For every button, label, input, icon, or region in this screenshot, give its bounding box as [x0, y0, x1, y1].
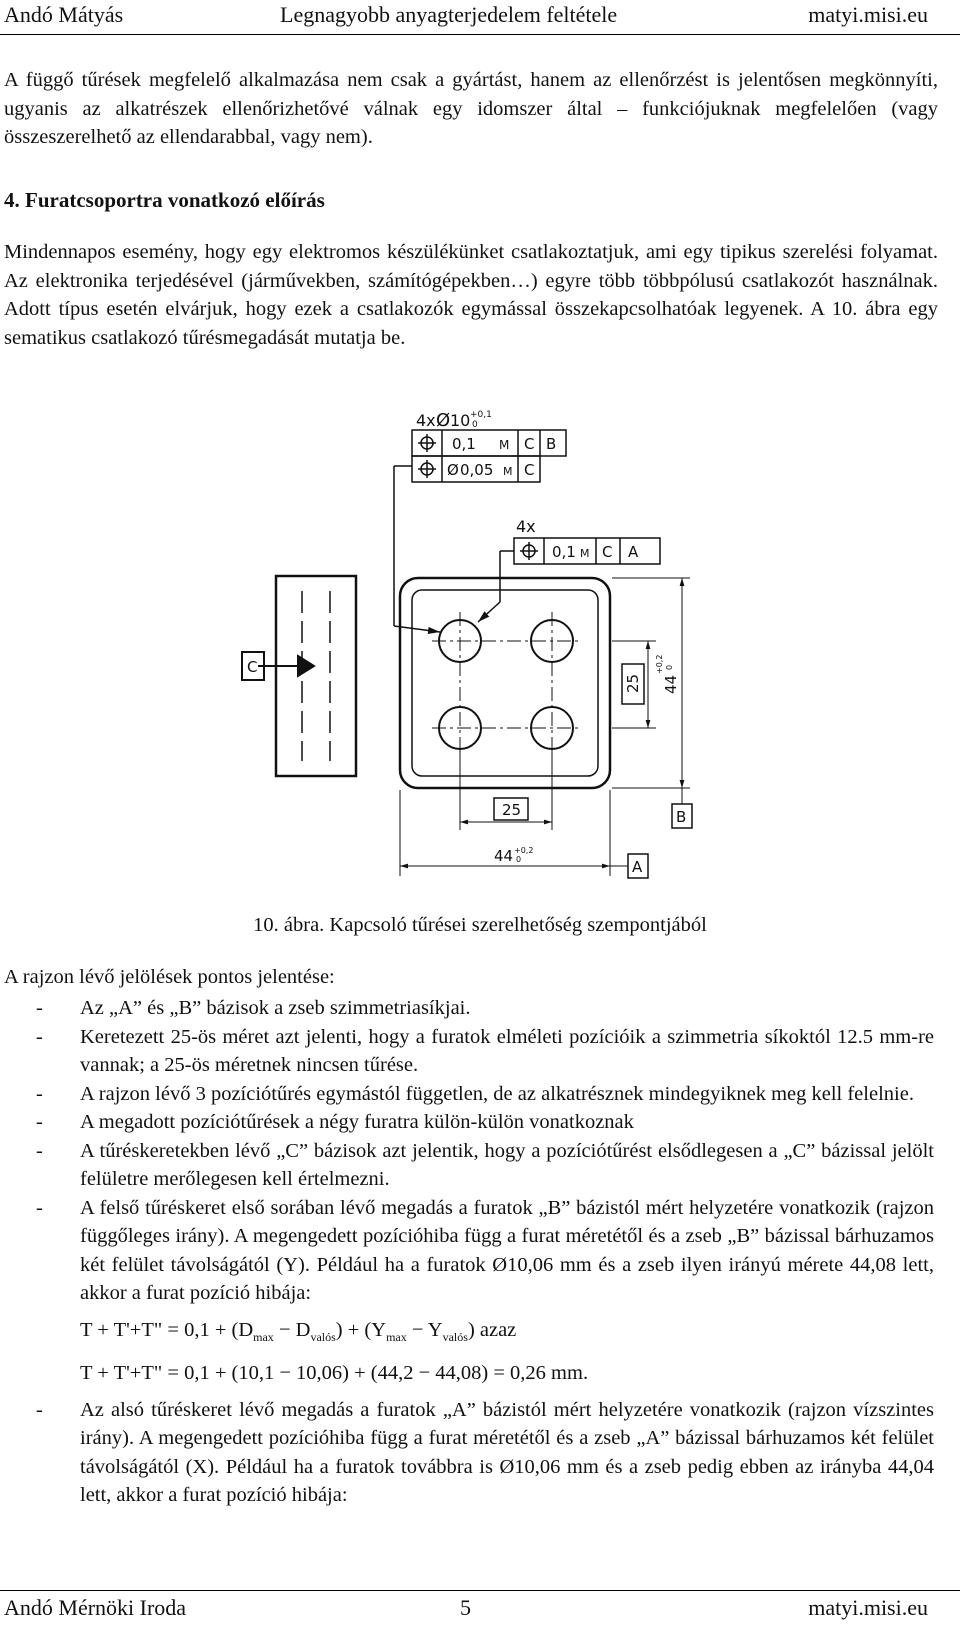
list-item: - A rajzon lévő 3 pozíciótűrés egymástól független, de az alkatrésznek mindegyiknek meg kell felelnie. — [36, 1082, 914, 1105]
section-heading: 4. Furatcsoportra vonatkozó előírás — [4, 188, 325, 212]
svg-text:M: M — [503, 465, 513, 478]
definitions-list — [0, 994, 934, 1510]
svg-text:+0,2: +0,2 — [514, 846, 534, 855]
list-item: - Az alsó tűréskeret lévő megadás a furatok „A” bázistól mért helyzetére vonatkozik (rajzon vízszintes irány). A megengedett pozícióhiba függ a furat méretétől és a zseb „A” bázissal bárhuzamos két felület távolságától (X). Például ha a furatok továbbra is Ø10,06 mm és a zseb pedig ebben az irányba 44,04 lett, akkor a furat pozíció hibája: — [36, 1398, 934, 1507]
svg-text:0: 0 — [665, 664, 674, 670]
section-paragraph: Mindennapos esemény, hogy egy elektromos készülékünket csatlakoztatjuk, ami egy tipikus szerelési folyamat. Az elektronika terjedésével (járművekben, számítógépekben…) egyre több többpólusú csatlakozót használnak. Adott típus esetén elvárjuk, hogy ezek a csatlakozók egymással összekapcsolhatóak legyenek. A 10. ábra egy sematikus csatlakozó tűrésmegadását mutatja be. — [4, 241, 938, 349]
figure-caption: 10. ábra. Kapcsoló tűrései szerelhetőség szempontjából — [253, 914, 707, 936]
list-item: - A felső tűréskeret első sorában lévő megadás a furatok „B” bázistól mért helyzetére vonatkozik (rajzon függőleges irány). A megengedett pozícióhiba függ a furat méretétől és a zseb „B” bázissal bárhuzamos két felület távolságától (Y). Például ha a furatok Ø10,06 mm és a zseb ilyen irányú mérete 44,08 lett, akkor a furat pozíció hibája: T + T'+T" = $0,1 + (D_{max} - D_{valós}) + (Y_{max} - Y_{valós})$ azaz T + T'+T" = 0,1 + (10,1 − 10,06) + (44,2 − 44,08) = 0,26 mm. — [0, 1194, 934, 1388]
footer-page-number: 5 — [460, 1595, 471, 1620]
svg-text:0,1: 0,1 — [552, 543, 576, 561]
svg-text:Ø: Ø — [447, 461, 459, 479]
svg-text:44: 44 — [494, 847, 514, 865]
page-footer — [0, 1590, 960, 1625]
svg-text:0,1: 0,1 — [452, 435, 476, 453]
svg-text:Ø: Ø — [436, 410, 451, 431]
list-lead: A rajzon lévő jelölések pontos jelentése: — [4, 966, 335, 988]
svg-text:25: 25 — [624, 673, 642, 693]
pocket-outline — [412, 590, 598, 776]
svg-text:C: C — [602, 543, 613, 561]
svg-text:M: M — [499, 438, 510, 452]
svg-text:+0,1: +0,1 — [470, 410, 492, 420]
figure-drawing — [0, 406, 960, 906]
page-header — [0, 0, 960, 35]
svg-text:C: C — [524, 461, 535, 479]
svg-text:B: B — [546, 435, 557, 453]
header-author: Andó Mátyás — [4, 2, 124, 27]
list-item: - Az „A” és „B” bázisok a zseb szimmetriasíkjai. — [36, 997, 471, 1019]
header-site: matyi.misi.eu — [808, 2, 928, 27]
datum-c-triangle — [298, 656, 314, 676]
svg-text:44: 44 — [662, 674, 680, 694]
svg-text:M: M — [580, 547, 590, 560]
svg-text:0,05: 0,05 — [460, 461, 494, 479]
svg-text:0: 0 — [516, 855, 522, 864]
part-outline — [400, 578, 610, 788]
list-item: - A tűréskeretekben lévő „C” bázisok azt jelentik, hogy a pozíciótűrést elsődlegesen a „C” bázissal jelölt felületre merőlegesen kell értelmezni. — [36, 1139, 934, 1190]
svg-text:+0,2: +0,2 — [655, 654, 664, 674]
svg-text:25: 25 — [502, 801, 522, 819]
equation-2: T + T'+T" = 0,1 + (10,1 − 10,06) + (44,2 − 44,08) = 0,26 mm. — [80, 1362, 589, 1385]
footer-company: Andó Mérnöki Iroda — [4, 1595, 187, 1620]
hole-callout: 4x — [416, 411, 436, 430]
svg-text:4x: 4x — [516, 517, 536, 536]
list-item: - A megadott pozíciótűrések a négy furatra külön-külön vonatkoznak — [36, 1111, 634, 1133]
svg-text:C: C — [524, 435, 535, 453]
svg-text:A: A — [628, 543, 639, 561]
hole-size: 10 — [450, 411, 471, 430]
intro-paragraph: A függő tűrések megfelelő alkalmazása nem csak a gyártást, hanem az ellenőrzést is jelentősen megkönnyíti, ugyanis az alkatrészek ellenőrizhetővé válnak egy idomszer által – funkciójuknak megfelelően (vagy összeszerelhető az ellendarabbal, vagy nem). — [4, 69, 938, 148]
svg-text:B: B — [676, 808, 687, 826]
side-view-outline — [276, 576, 356, 776]
footer-site: matyi.misi.eu — [808, 1595, 928, 1620]
svg-text:C: C — [247, 658, 258, 676]
svg-text:A: A — [632, 858, 643, 876]
list-item: - Keretezett 25-ös méret azt jelenti, hogy a furatok elméleti pozícióik a szimmetria síkoktól 12.5 mm-re vannak; a 25-ös méretnek nincsen tűrése. — [36, 1025, 934, 1076]
svg-text:0: 0 — [472, 420, 478, 430]
equation-1: T + T'+T" = $0,1 + (D_{max} - D_{valós}) + (Y_{max} - Y_{valós})$ azaz — [80, 1318, 517, 1344]
header-title: Legnagyobb anyagterjedelem feltétele — [280, 2, 618, 27]
